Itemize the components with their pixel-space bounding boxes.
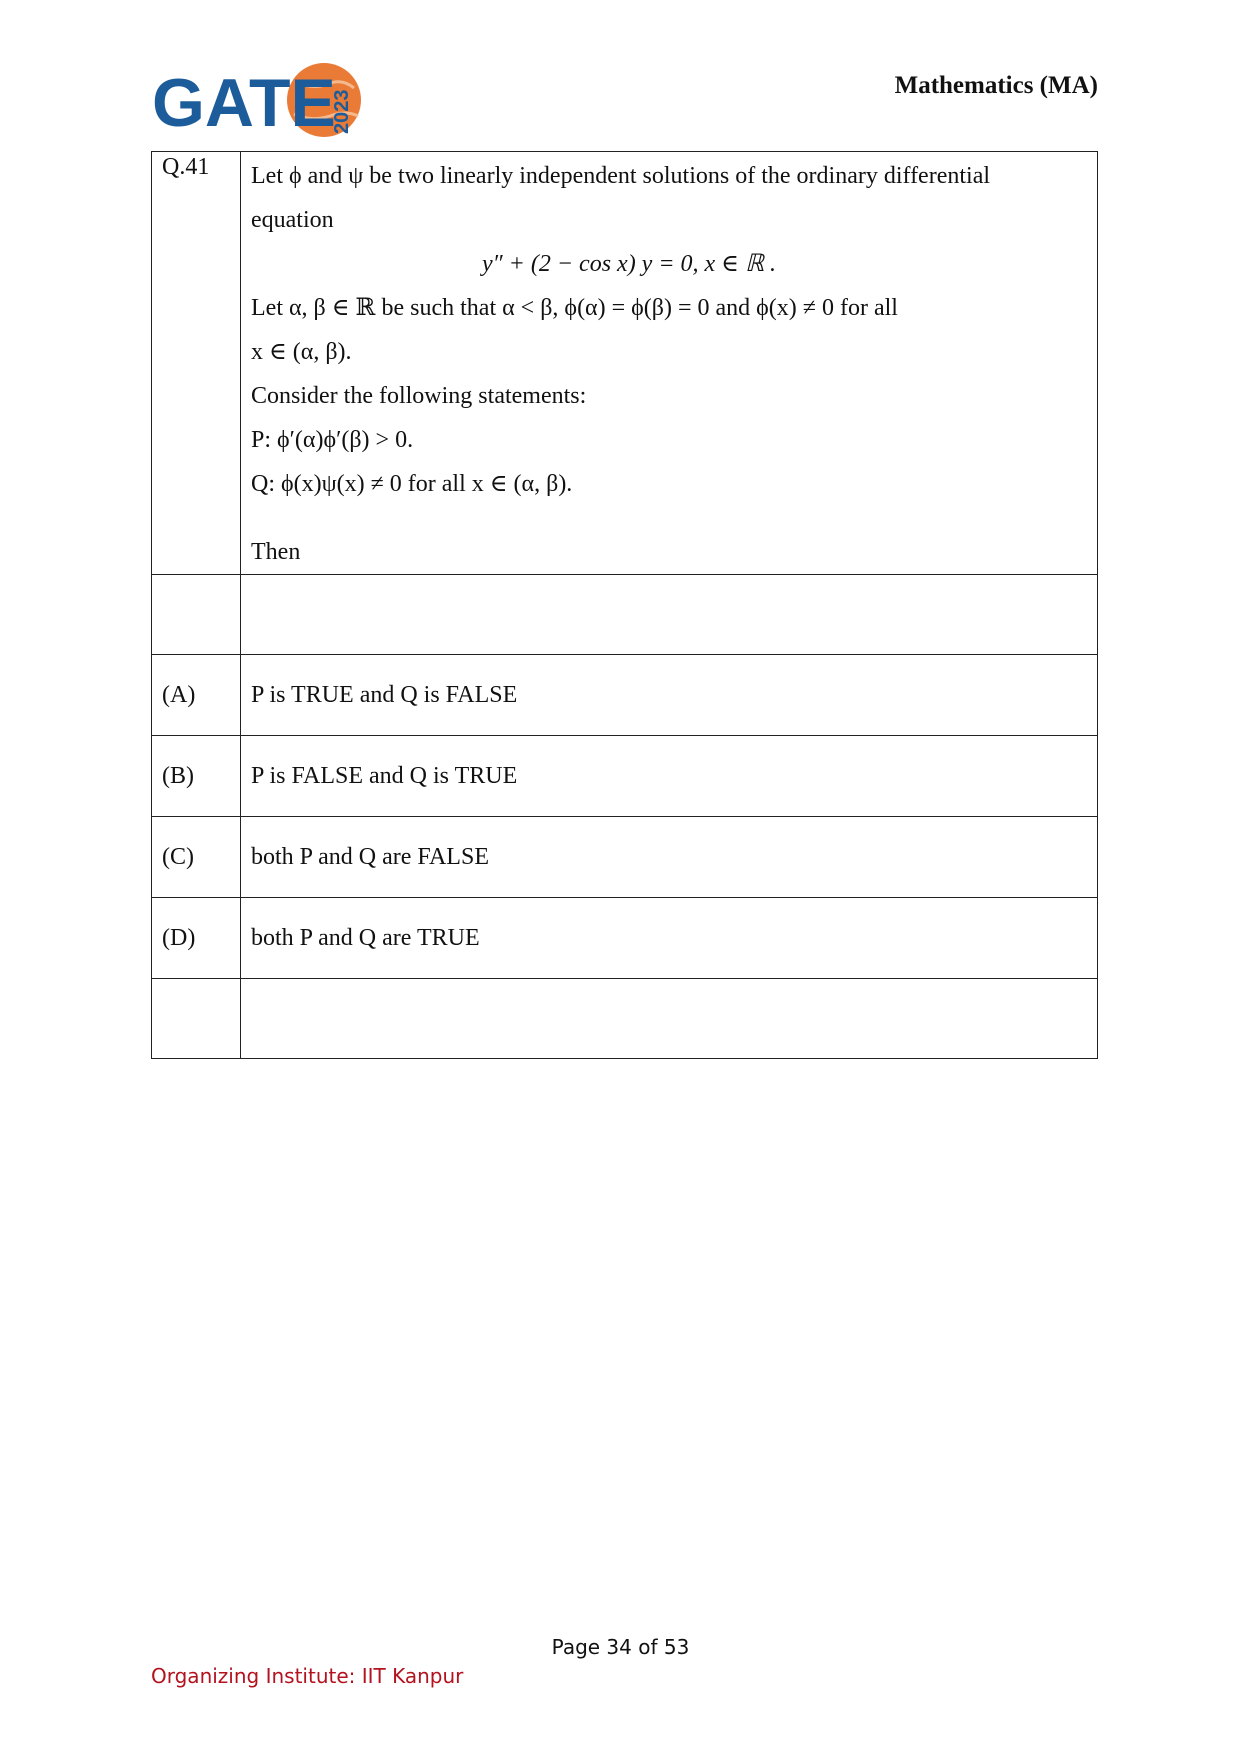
subject-title: Mathematics (MA) bbox=[894, 72, 1098, 99]
option-row-b[interactable] bbox=[152, 736, 1098, 817]
option-text: both P and Q are TRUE bbox=[241, 898, 1098, 979]
logo-text: GATE bbox=[152, 65, 336, 140]
blank-row bbox=[152, 979, 1098, 1059]
question-row bbox=[152, 152, 1098, 575]
option-text: P is FALSE and Q is TRUE bbox=[241, 736, 1098, 817]
option-row-c[interactable] bbox=[152, 817, 1098, 898]
differential-equation: y″ + (2 − cos x) y = 0, x ∈ ℝ . bbox=[482, 251, 776, 277]
stem-line: Let α, β ∈ ℝ be such that α < β, ϕ(α) = ϕ(β) = 0 and ϕ(x) ≠ 0 for all bbox=[251, 295, 898, 321]
statement-q: Q: ϕ(x)ψ(x) ≠ 0 for all x ∈ (α, β). bbox=[251, 471, 573, 497]
question-number: Q.41 bbox=[152, 152, 241, 575]
stem-line: equation bbox=[251, 207, 334, 233]
stem-line: Let ϕ and ψ be two linearly independent solutions of the ordinary differential bbox=[251, 163, 991, 189]
page-number: Page 34 of 53 bbox=[551, 1635, 690, 1659]
option-text: both P and Q are FALSE bbox=[241, 817, 1098, 898]
logo-year: 2023 bbox=[331, 89, 353, 134]
gate-2023-logo bbox=[152, 58, 362, 140]
option-text: P is TRUE and Q is FALSE bbox=[241, 655, 1098, 736]
question-stem bbox=[241, 152, 1098, 575]
option-label: (A) bbox=[152, 655, 241, 736]
question-table bbox=[151, 151, 1098, 1059]
option-label: (B) bbox=[152, 736, 241, 817]
blank-row bbox=[152, 575, 1098, 655]
option-label: (C) bbox=[152, 817, 241, 898]
option-row-d[interactable] bbox=[152, 898, 1098, 979]
option-label: (D) bbox=[152, 898, 241, 979]
statement-p: P: ϕ′(α)ϕ′(β) > 0. bbox=[251, 427, 414, 453]
option-row-a[interactable] bbox=[152, 655, 1098, 736]
stem-line: Consider the following statements: bbox=[251, 383, 587, 409]
stem-line: x ∈ (α, β). bbox=[251, 339, 352, 365]
organizing-institute: Organizing Institute: IIT Kanpur bbox=[151, 1664, 464, 1688]
stem-then: Then bbox=[251, 539, 301, 565]
